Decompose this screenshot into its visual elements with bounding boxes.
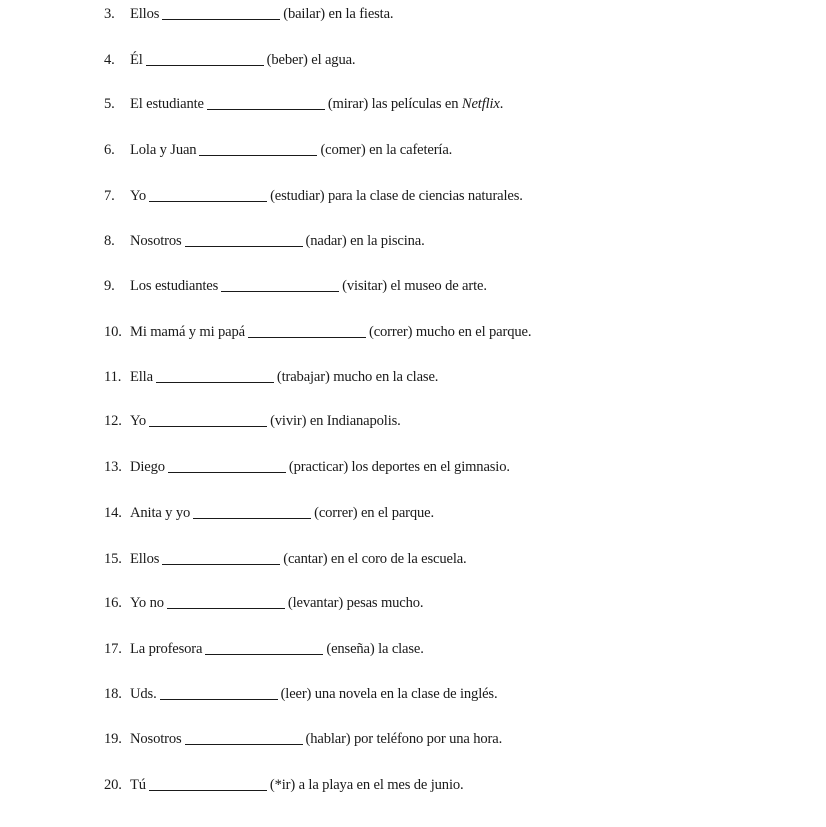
item-subject: Tú: [130, 777, 146, 793]
item-verb: (mirar): [327, 96, 369, 112]
item-verb: (practicar): [288, 459, 349, 475]
item-subject: Él: [130, 52, 143, 68]
answer-blank[interactable]: [199, 154, 317, 156]
exercise-item-20: [104, 777, 464, 799]
item-verb: (bailar): [283, 6, 325, 22]
exercise-item-12: [104, 413, 401, 435]
item-rest: las películas en: [371, 96, 459, 112]
exercise-item-19: [104, 731, 502, 753]
item-number: 5.: [104, 96, 115, 112]
item-subject: Nosotros: [130, 233, 182, 249]
item-verb: (nadar): [305, 233, 347, 249]
item-rest: mucho en la clase.: [333, 369, 439, 385]
item-rest: para la clase de ciencias naturales.: [328, 188, 523, 204]
item-rest: en el parque.: [360, 505, 434, 521]
exercise-item-3: [104, 6, 393, 28]
exercise-item-9: [104, 278, 487, 300]
answer-blank[interactable]: [167, 607, 285, 609]
answer-blank[interactable]: [248, 336, 366, 338]
item-rest: la clase.: [378, 641, 424, 657]
item-number: 6.: [104, 142, 115, 158]
exercise-item-6: [104, 142, 452, 164]
item-verb: (estudiar): [270, 188, 325, 204]
item-number: 9.: [104, 278, 115, 294]
answer-blank[interactable]: [185, 245, 303, 247]
item-rest-end: .: [499, 96, 504, 112]
item-number: 7.: [104, 188, 115, 204]
item-verb: (enseña): [326, 641, 375, 657]
item-rest: los deportes en el gimnasio.: [351, 459, 510, 475]
item-number: 12.: [104, 413, 122, 429]
answer-blank[interactable]: [162, 18, 280, 20]
item-verb: (trabajar): [276, 369, 330, 385]
item-verb: (*ir): [269, 777, 296, 793]
exercise-item-17: [104, 641, 424, 663]
item-subject: Yo: [130, 413, 147, 429]
item-verb: (levantar): [287, 595, 344, 611]
item-number: 20.: [104, 777, 122, 793]
item-subject: La profesora: [130, 641, 203, 657]
exercise-item-11: [104, 369, 438, 391]
item-subject: Diego: [130, 459, 165, 475]
answer-blank[interactable]: [146, 64, 264, 66]
item-verb: (correr): [368, 324, 413, 340]
exercise-item-14: [104, 505, 434, 527]
item-rest: en Indianapolis.: [309, 413, 401, 429]
exercise-item-18: [104, 686, 497, 708]
item-rest: en la cafetería.: [369, 142, 453, 158]
item-verb: (vivir): [270, 413, 307, 429]
item-subject: El estudiante: [130, 96, 204, 112]
item-subject: Uds.: [130, 686, 157, 702]
item-rest: el museo de arte.: [390, 278, 487, 294]
exercise-item-8: [104, 233, 425, 255]
item-number: 3.: [104, 6, 115, 22]
item-number: 8.: [104, 233, 115, 249]
answer-blank[interactable]: [149, 200, 267, 202]
answer-blank[interactable]: [205, 653, 323, 655]
item-rest-italic: Netflix: [461, 96, 500, 112]
item-rest: pesas mucho.: [346, 595, 424, 611]
item-number: 10.: [104, 324, 122, 340]
answer-blank[interactable]: [149, 789, 267, 791]
item-subject: Anita y yo: [130, 505, 191, 521]
item-number: 18.: [104, 686, 122, 702]
answer-blank[interactable]: [160, 698, 278, 700]
item-number: 17.: [104, 641, 122, 657]
answer-blank[interactable]: [185, 743, 303, 745]
item-verb: (visitar): [342, 278, 387, 294]
item-verb: (cantar): [283, 551, 328, 567]
item-subject: Ellos: [130, 551, 160, 567]
exercise-item-7: [104, 188, 523, 210]
item-rest: en la piscina.: [350, 233, 425, 249]
item-number: 16.: [104, 595, 122, 611]
item-subject: Ella: [130, 369, 153, 385]
item-number: 19.: [104, 731, 122, 747]
item-subject: Nosotros: [130, 731, 182, 747]
item-verb: (beber): [266, 52, 308, 68]
item-rest: mucho en el parque.: [415, 324, 532, 340]
item-subject: Los estudiantes: [130, 278, 219, 294]
exercise-item-10: [104, 324, 531, 346]
item-number: 4.: [104, 52, 115, 68]
exercise-item-16: [104, 595, 423, 617]
item-rest: por teléfono por una hora.: [354, 731, 503, 747]
item-verb: (hablar): [305, 731, 351, 747]
answer-blank[interactable]: [207, 108, 325, 110]
exercise-item-5: [104, 96, 503, 118]
answer-blank[interactable]: [162, 563, 280, 565]
item-verb: (correr): [314, 505, 358, 521]
item-rest: a la playa en el mes de junio.: [298, 777, 464, 793]
item-subject: Mi mamá y mi papá: [130, 324, 245, 340]
answer-blank[interactable]: [149, 425, 267, 427]
exercise-item-13: [104, 459, 510, 481]
exercise-item-4: [104, 52, 355, 74]
item-rest: en la fiesta.: [328, 6, 394, 22]
exercise-item-15: [104, 551, 467, 573]
item-number: 13.: [104, 459, 122, 475]
item-verb: (comer): [320, 142, 366, 158]
item-subject: Ellos: [130, 6, 160, 22]
answer-blank[interactable]: [156, 381, 274, 383]
item-subject: Lola y Juan: [130, 142, 197, 158]
item-number: 15.: [104, 551, 122, 567]
answer-blank[interactable]: [221, 290, 339, 292]
answer-blank[interactable]: [193, 517, 311, 519]
item-subject: Yo no: [130, 595, 164, 611]
item-number: 14.: [104, 505, 122, 521]
item-number: 11.: [104, 369, 122, 385]
item-subject: Yo: [130, 188, 147, 204]
item-rest: en el coro de la escuela.: [330, 551, 467, 567]
answer-blank[interactable]: [168, 471, 286, 473]
item-rest: el agua.: [311, 52, 356, 68]
item-rest: una novela en la clase de inglés.: [314, 686, 498, 702]
item-verb: (leer): [280, 686, 312, 702]
